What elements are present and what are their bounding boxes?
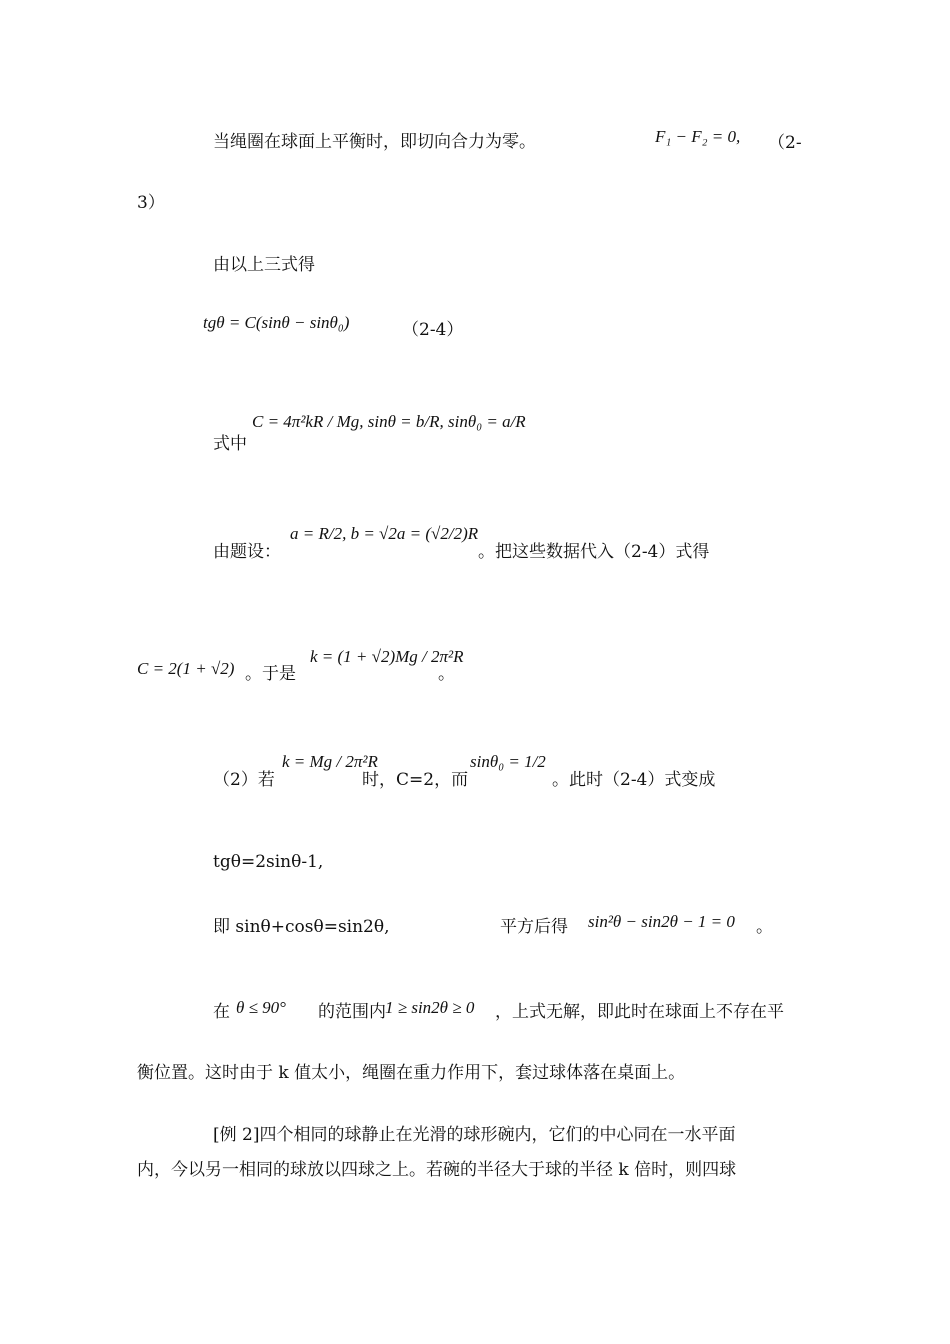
formula-text: sin²θ − sin2θ − 1 = 0 (588, 912, 735, 931)
prefix: 在 (213, 1002, 230, 1022)
formula-balance (655, 127, 740, 147)
text-line (756, 917, 773, 937)
formula-c-value (137, 659, 234, 679)
formula-text: F₁ − F₂ = 0, (655, 127, 741, 146)
suffix: 。把这些数据代入（2-4）式得 (478, 542, 710, 562)
formula-text: tgθ = C(sinθ − sinθ₀) (203, 313, 350, 332)
text-line (500, 917, 568, 937)
text-line (552, 770, 715, 790)
text-line (478, 542, 709, 562)
text-line (213, 255, 315, 275)
end: 。 (756, 917, 773, 937)
formula-2-4 (203, 313, 349, 333)
text-line (213, 1125, 735, 1145)
formula-text: a = R/2, b = √2a = (√2/2)R (290, 524, 479, 543)
prefix: 式中 (213, 434, 247, 454)
formula-text: k = (1 + √2)Mg / 2π²R (310, 647, 464, 666)
formula-given (290, 524, 478, 544)
sentence: tgθ=2sinθ-1, (213, 852, 324, 872)
prefix: 由题设： (213, 542, 281, 562)
text-line (213, 770, 275, 790)
text-line (137, 1063, 685, 1083)
suffix: 。此时（2-4）式变成 (552, 770, 716, 790)
sentence: 当绳圈在球面上平衡时，即切向合力为零。 (213, 132, 536, 152)
formula-text: 1 ≥ sin2θ ≥ 0 (385, 998, 475, 1017)
formula-text: θ ≤ 90° (236, 998, 286, 1017)
middle: 平方后得 (500, 917, 568, 937)
equation-ref-label: （2-4） (402, 320, 464, 340)
text-line (213, 917, 390, 937)
middle: 时，C=2，而 (362, 770, 469, 790)
formula-angle-range (236, 998, 286, 1018)
suffix: ，上式无解，即此时在球面上不存在平 (495, 1002, 784, 1022)
formula-text: C = 4π²kR / Mg, sinθ = b/R, sinθ₀ = a/R (252, 412, 526, 431)
text-line (318, 1002, 386, 1022)
equation-ref-label: 3） (137, 193, 165, 213)
sentence: 即 sinθ+cosθ=sin2θ, (213, 917, 390, 937)
equation-ref (402, 320, 463, 340)
text-line (137, 1160, 736, 1180)
text-line (495, 1002, 784, 1022)
equation-ref (137, 193, 165, 213)
equation-ref (768, 133, 802, 153)
sentence: 衡位置。这时由于 k 值太小，绳圈在重力作用下，套过球体落在桌面上。 (137, 1063, 686, 1083)
formula-definitions (252, 412, 526, 432)
formula-sin-theta0 (470, 752, 546, 772)
prefix: （2）若 (213, 770, 275, 790)
text-line (213, 852, 323, 872)
text-line (245, 664, 296, 684)
formula-text: k = Mg / 2π²R (282, 752, 378, 771)
text-line (213, 434, 247, 454)
text-line (213, 1002, 230, 1022)
sentence: 内，今以另一相同的球放以四球之上。若碗的半径大于球的半径 k 倍时，则四球 (137, 1160, 737, 1180)
middle: 。于是 (245, 664, 296, 684)
sentence: [例 2]四个相同的球静止在光滑的球形碗内，它们的中心同在一水平面 (213, 1125, 736, 1145)
text-line (213, 542, 281, 562)
end: 。 (438, 664, 455, 684)
text-line (438, 664, 455, 684)
formula-text: C = 2(1 + √2) (137, 659, 235, 678)
sentence: 由以上三式得 (213, 255, 315, 275)
text-line (362, 770, 468, 790)
formula-squared (588, 912, 735, 932)
text-line (213, 132, 536, 152)
middle: 的范围内 (318, 1002, 386, 1022)
formula-sin-range (385, 998, 474, 1018)
formula-text: sinθ₀ = 1/2 (470, 752, 546, 771)
equation-ref-label: （2- (768, 133, 802, 153)
